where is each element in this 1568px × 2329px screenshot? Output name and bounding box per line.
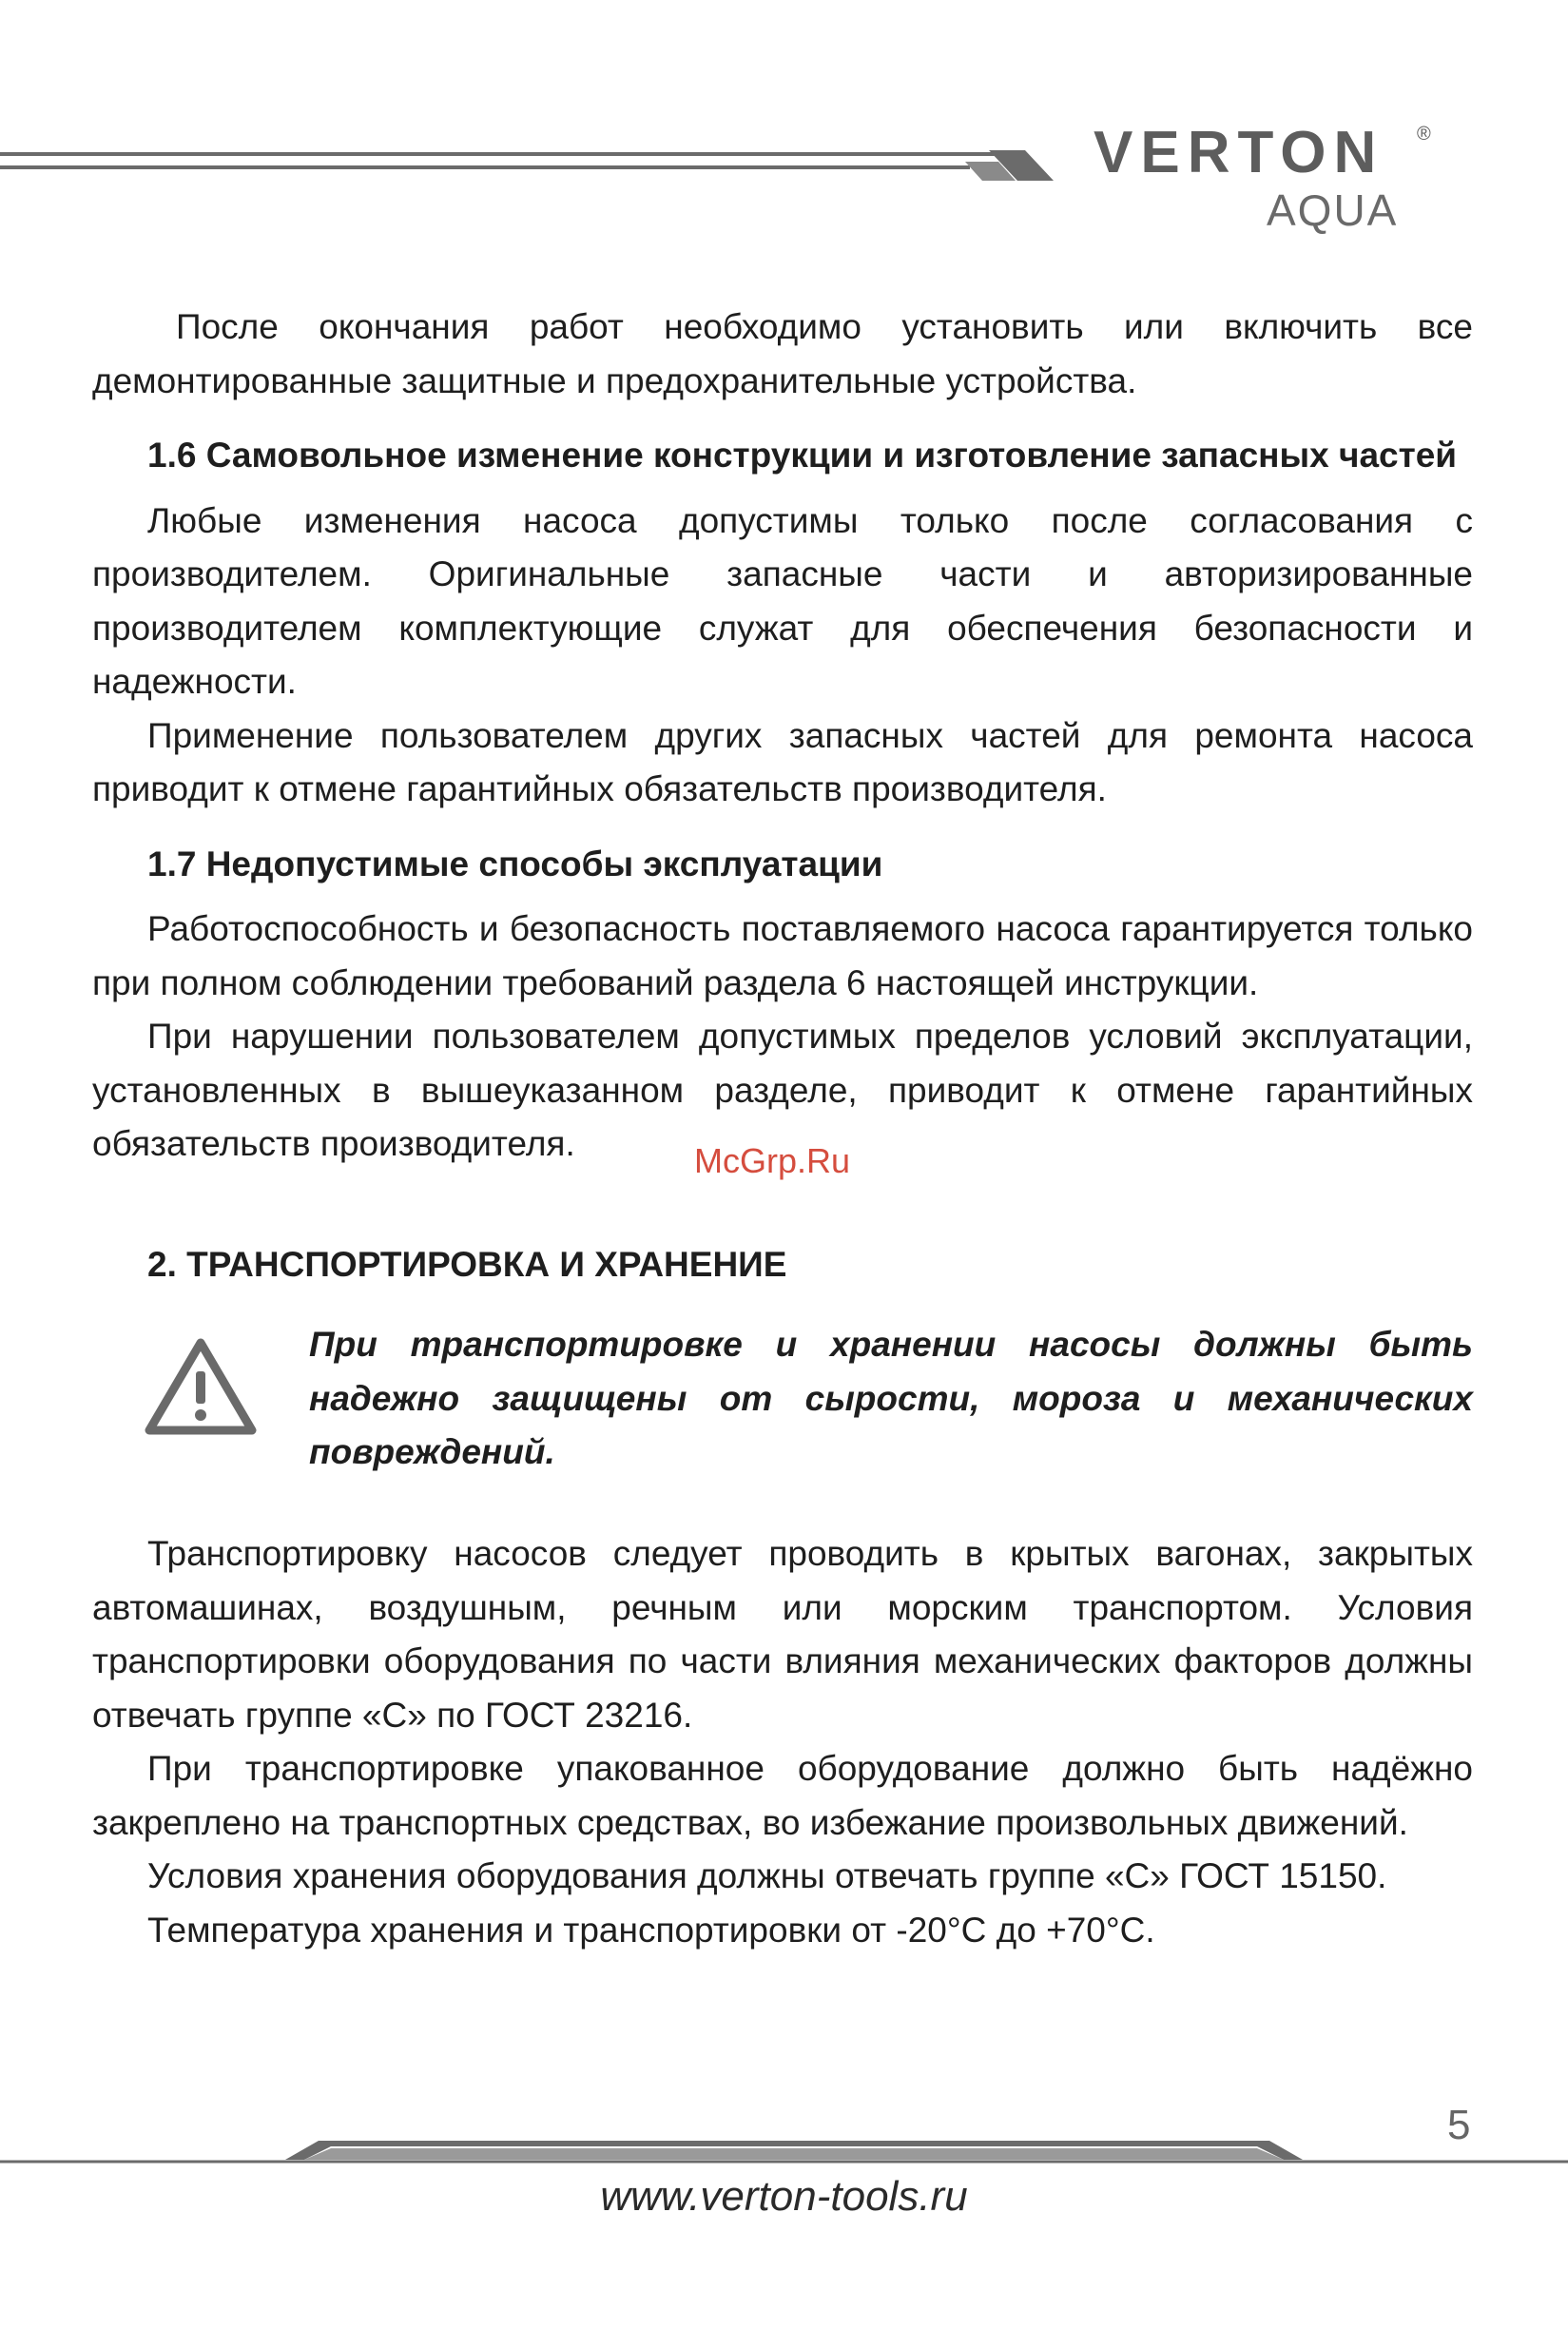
section-1-7-paragraph: Работоспособность и безопасность поставляемого насоса гарантируется только при полном соблюдении требований раздела 6 настоящей инструкции. bbox=[92, 909, 1473, 1002]
brand-logo bbox=[1094, 120, 1431, 243]
section-1-7-paragraph: При нарушении пользователем допустимых пределов условий эксплуатации, установленных в вышеуказанном разделе, приводит к отмене гарантийных обязательств производителя. bbox=[92, 1017, 1473, 1163]
brand-subname: AQUA bbox=[1267, 185, 1399, 235]
section-1-6-paragraph: Применение пользователем других запасных частей для ремонта насоса приводит к отмене гарантийных обязательств производителя. bbox=[92, 715, 1473, 808]
section-1-6-heading: 1.6 Самовольное изменение конструкции и изготовление запасных частей bbox=[147, 436, 1458, 475]
section-2-paragraph: Температура хранения и транспортировки от -20°С до +70°С. bbox=[147, 1910, 1155, 1950]
brand-name: VERTON bbox=[1094, 120, 1384, 185]
footer-url[interactable]: www.verton-tools.ru bbox=[600, 2173, 968, 2220]
registered-mark: ® bbox=[1417, 124, 1431, 145]
warning-text: При транспортировке и хранении насосы должны быть надежно защищены от сырости, мороза и механических повреждений. bbox=[309, 1325, 1473, 1471]
section-2-paragraph: При транспортировке упакованное оборудование должно быть надёжно закреплено на транспортных средствах, во избежание произвольных движений. bbox=[92, 1749, 1473, 1842]
section-1-6-paragraph: Любые изменения насоса допустимы только после согласования с производителем. Оригинальные запасные части и авторизированные производителем комплектующие служат для обеспечения безопасности и надежности. bbox=[92, 500, 1473, 701]
section-2-paragraph: Условия хранения оборудования должны отвечать группе «С» ГОСТ 15150. bbox=[147, 1856, 1387, 1895]
page-content bbox=[92, 301, 1473, 1957]
warning-triangle-icon bbox=[142, 1335, 260, 1440]
section-2-paragraph: Транспортировку насосов следует проводить в крытых вагонах, закрытых автомашинах, воздушным, речным или морским транспортом. Условия транспортировки оборудования по части влияния механических факторов должны отвечать группе «С» по ГОСТ 23216. bbox=[92, 1534, 1473, 1735]
warning-block bbox=[92, 1318, 1473, 1527]
page-number: 5 bbox=[1447, 2102, 1471, 2148]
section-1-7-heading: 1.7 Недопустимые способы эксплуатации bbox=[147, 844, 883, 883]
section-2-heading: 2. ТРАНСПОРТИРОВКА И ХРАНЕНИЕ bbox=[147, 1244, 787, 1284]
intro-paragraph: После окончания работ необходимо установить или включить все демонтированные защитные и предохранительные устройства. bbox=[92, 307, 1473, 400]
footer-decoration bbox=[0, 2135, 1568, 2173]
watermark: McGrp.Ru bbox=[694, 1141, 851, 1180]
